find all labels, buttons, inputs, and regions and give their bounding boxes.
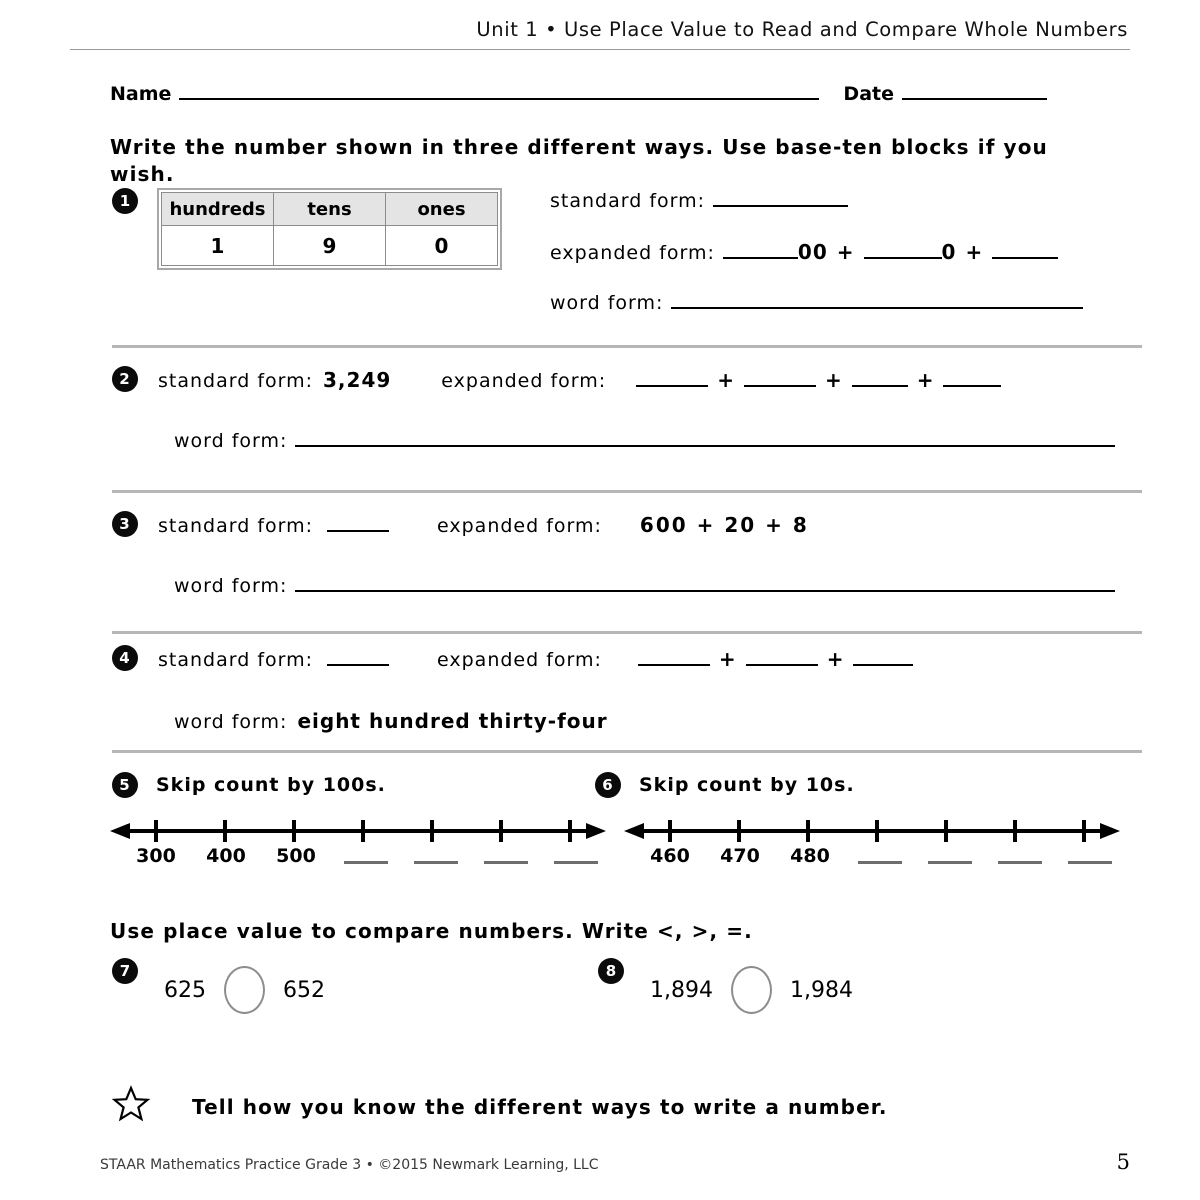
problem-number-2: 2 [112, 366, 138, 392]
p1-plus-1: + [836, 240, 855, 264]
p1-word-form-label: word form: [550, 292, 664, 314]
table-row [162, 226, 498, 266]
p2-word-form-line [174, 430, 1152, 452]
star-prompt-row [112, 1085, 888, 1128]
p1-expanded-form-label: expanded form: [550, 242, 715, 264]
problem-3 [112, 511, 1152, 597]
p1-word-form-line [550, 292, 1083, 314]
p2-standard-value: 3,249 [323, 368, 392, 392]
p3-standard-form-label: standard form: [158, 515, 314, 537]
p1-standard-form-label: standard form: [550, 190, 706, 212]
number-line-6-svg [622, 818, 1122, 844]
problem-2 [112, 366, 1152, 452]
p4-word-value: eight hundred thirty-four [297, 709, 608, 733]
p2-expanded-blank-3[interactable] [852, 385, 908, 388]
nl6-label-1: 460 [650, 845, 690, 867]
footer-page-number: 5 [1116, 1150, 1130, 1174]
p2-plus-2: + [824, 368, 843, 392]
problem-5-prompt: Skip count by 100s. [156, 774, 386, 796]
table-header-row [162, 193, 498, 226]
p3-word-form-label: word form: [174, 575, 288, 597]
p2-word-form-blank[interactable] [295, 445, 1115, 448]
p2-plus-3: + [916, 368, 935, 392]
place-value-table [157, 188, 502, 270]
p2-expanded-form-label: expanded form: [441, 370, 607, 392]
cell-hundreds-value: 1 [162, 226, 274, 266]
header-divider [70, 49, 1130, 50]
p2-expanded-group [441, 368, 1001, 392]
cell-ones-value: 0 [386, 226, 498, 266]
p2-standard-group [158, 368, 391, 392]
unit-title: Unit 1 • Use Place Value to Read and Compare Whole Numbers [476, 18, 1128, 41]
problem-number-7: 7 [112, 958, 138, 984]
number-line-5-svg [108, 818, 608, 844]
number-line-6-labels [622, 845, 1125, 867]
p4-expanded-group [437, 647, 913, 671]
p2-expanded-blank-4[interactable] [943, 385, 1001, 388]
nl5-blank-5[interactable] [401, 845, 471, 867]
p2-plus-1: + [717, 368, 735, 392]
p7-left-number: 625 [164, 977, 206, 1003]
page-footer [100, 1150, 1130, 1174]
p8-right-number: 1,984 [789, 977, 853, 1003]
problem-number-1: 1 [112, 188, 138, 214]
nl6-label-3: 480 [790, 845, 830, 867]
p4-expanded-blank-1[interactable] [638, 664, 710, 667]
p2-word-form-label: word form: [174, 430, 288, 452]
nl5-label-3: 500 [276, 845, 316, 867]
problem-6-prompt: Skip count by 10s. [639, 774, 855, 796]
p4-expanded-form-label: expanded form: [437, 649, 602, 671]
p8-left-number: 1,894 [650, 977, 713, 1003]
nl5-label-2: 400 [206, 845, 246, 867]
section-divider-3 [112, 631, 1142, 634]
name-date-row [110, 83, 1130, 105]
problem-number-5: 5 [112, 772, 138, 798]
section-divider-1 [112, 345, 1142, 348]
nl5-blank-7[interactable] [541, 845, 611, 867]
p7-comparison-circle[interactable] [224, 966, 265, 1014]
p4-standard-form-label: standard form: [158, 649, 314, 671]
directions-compare-numbers: Use place value to compare numbers. Write <, >, =. [110, 919, 753, 943]
date-input-line[interactable] [902, 98, 1047, 101]
nl5-blank-4[interactable] [331, 845, 401, 867]
p1-plus-2: + [965, 240, 984, 264]
p3-expanded-value: 600 + 20 + 8 [639, 513, 809, 537]
p3-expanded-form-label: expanded form: [437, 515, 602, 537]
nl6-blank-6[interactable] [985, 845, 1055, 867]
p4-word-form-label: word form: [174, 711, 288, 733]
problem-5-header [112, 772, 386, 798]
p4-expanded-blank-3[interactable] [853, 664, 913, 667]
cell-tens-value: 9 [274, 226, 386, 266]
problem-4 [112, 645, 1152, 733]
p1-standard-form-line [550, 190, 1083, 212]
p1-expanded-tens-suffix: 0 [941, 240, 957, 264]
problem-7 [112, 961, 325, 1014]
p2-expanded-blank-1[interactable] [636, 385, 708, 388]
p1-standard-form-blank[interactable] [713, 205, 848, 208]
p8-comparison-circle[interactable] [731, 966, 772, 1014]
p3-word-form-blank[interactable] [295, 590, 1115, 593]
column-header-hundreds: hundreds [162, 193, 274, 226]
p1-word-form-blank[interactable] [671, 307, 1083, 310]
p4-standard-blank[interactable] [327, 664, 389, 667]
problem-number-4: 4 [112, 645, 138, 671]
nl5-blank-6[interactable] [471, 845, 541, 867]
nl5-label-1: 300 [136, 845, 176, 867]
name-input-line[interactable] [179, 98, 819, 101]
p1-expanded-blank-3[interactable] [992, 257, 1058, 260]
date-group [843, 83, 1047, 105]
section-divider-4 [112, 750, 1142, 753]
p7-right-number: 652 [283, 977, 325, 1003]
nl6-blank-7[interactable] [1055, 845, 1125, 867]
p3-standard-blank[interactable] [327, 530, 389, 533]
date-label: Date [843, 83, 894, 105]
footer-credit: STAAR Mathematics Practice Grade 3 • ©2015 Newmark Learning, LLC [100, 1157, 599, 1173]
name-label: Name [110, 83, 172, 105]
p1-expanded-blank-2[interactable] [864, 257, 942, 260]
star-prompt-text: Tell how you know the different ways to write a number. [192, 1094, 888, 1119]
nl6-label-2: 470 [720, 845, 760, 867]
p3-standard-group [158, 515, 389, 537]
problem-number-8: 8 [598, 958, 624, 984]
nl6-blank-4[interactable] [845, 845, 915, 867]
problem-8 [598, 961, 853, 1014]
p4-plus-2: + [826, 647, 845, 671]
problem-number-6: 6 [595, 772, 621, 798]
nl6-blank-5[interactable] [915, 845, 985, 867]
section-divider-2 [112, 490, 1142, 493]
p4-plus-1: + [718, 647, 737, 671]
number-line-5-labels [108, 845, 611, 867]
problem-number-3: 3 [112, 511, 138, 537]
p4-expanded-blank-2[interactable] [746, 664, 818, 667]
problem-1 [112, 188, 1142, 314]
problem-1-forms [550, 188, 1083, 314]
p2-expanded-blank-2[interactable] [744, 385, 816, 388]
p4-standard-group [158, 649, 389, 671]
p2-standard-form-label: standard form: [158, 370, 314, 392]
star-icon [112, 1085, 150, 1128]
p4-word-form-line [174, 709, 1152, 733]
p1-expanded-blank-1[interactable] [723, 257, 798, 260]
problem-6-header [595, 772, 855, 798]
directions-write-number: Write the number shown in three different ways. Use base-ten blocks if you wish. [110, 135, 1048, 187]
p3-expanded-group [437, 513, 809, 537]
column-header-ones: ones [386, 193, 498, 226]
column-header-tens: tens [274, 193, 386, 226]
p1-expanded-form-line [550, 240, 1083, 264]
page-header [0, 0, 1200, 50]
p3-word-form-line [174, 575, 1152, 597]
p1-expanded-hundreds-suffix: 00 [797, 240, 828, 264]
